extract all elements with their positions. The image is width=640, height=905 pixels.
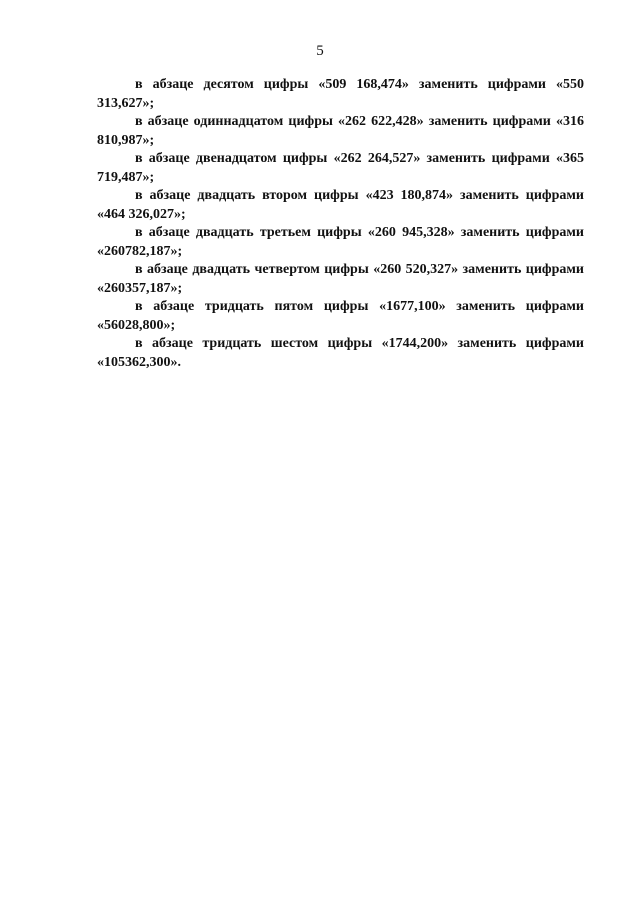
- amendment-paragraph: в абзаце двадцать втором цифры «423 180,874» заменить цифрами «464 326,027»;: [97, 188, 584, 222]
- document-body: [97, 76, 584, 372]
- amendment-paragraph: в абзаце одиннадцатом цифры «262 622,428» заменить цифрами «316 810,987»;: [97, 114, 584, 148]
- amendment-paragraph: в абзаце тридцать шестом цифры «1744,200» заменить цифрами «105362,300».: [97, 336, 584, 370]
- amendment-paragraph: в абзаце двадцать четвертом цифры «260 520,327» заменить цифрами «260357,187»;: [97, 262, 584, 296]
- amendment-paragraph: в абзаце двадцать третьем цифры «260 945,328» заменить цифрами «260782,187»;: [97, 225, 584, 259]
- amendment-paragraph: в абзаце двенадцатом цифры «262 264,527» заменить цифрами «365 719,487»;: [97, 151, 584, 185]
- amendment-paragraph: в абзаце тридцать пятом цифры «1677,100» заменить цифрами «56028,800»;: [97, 299, 584, 333]
- amendment-paragraph: в абзаце десятом цифры «509 168,474» заменить цифрами «550 313,627»;: [97, 77, 584, 111]
- page-number: 5: [316, 43, 324, 59]
